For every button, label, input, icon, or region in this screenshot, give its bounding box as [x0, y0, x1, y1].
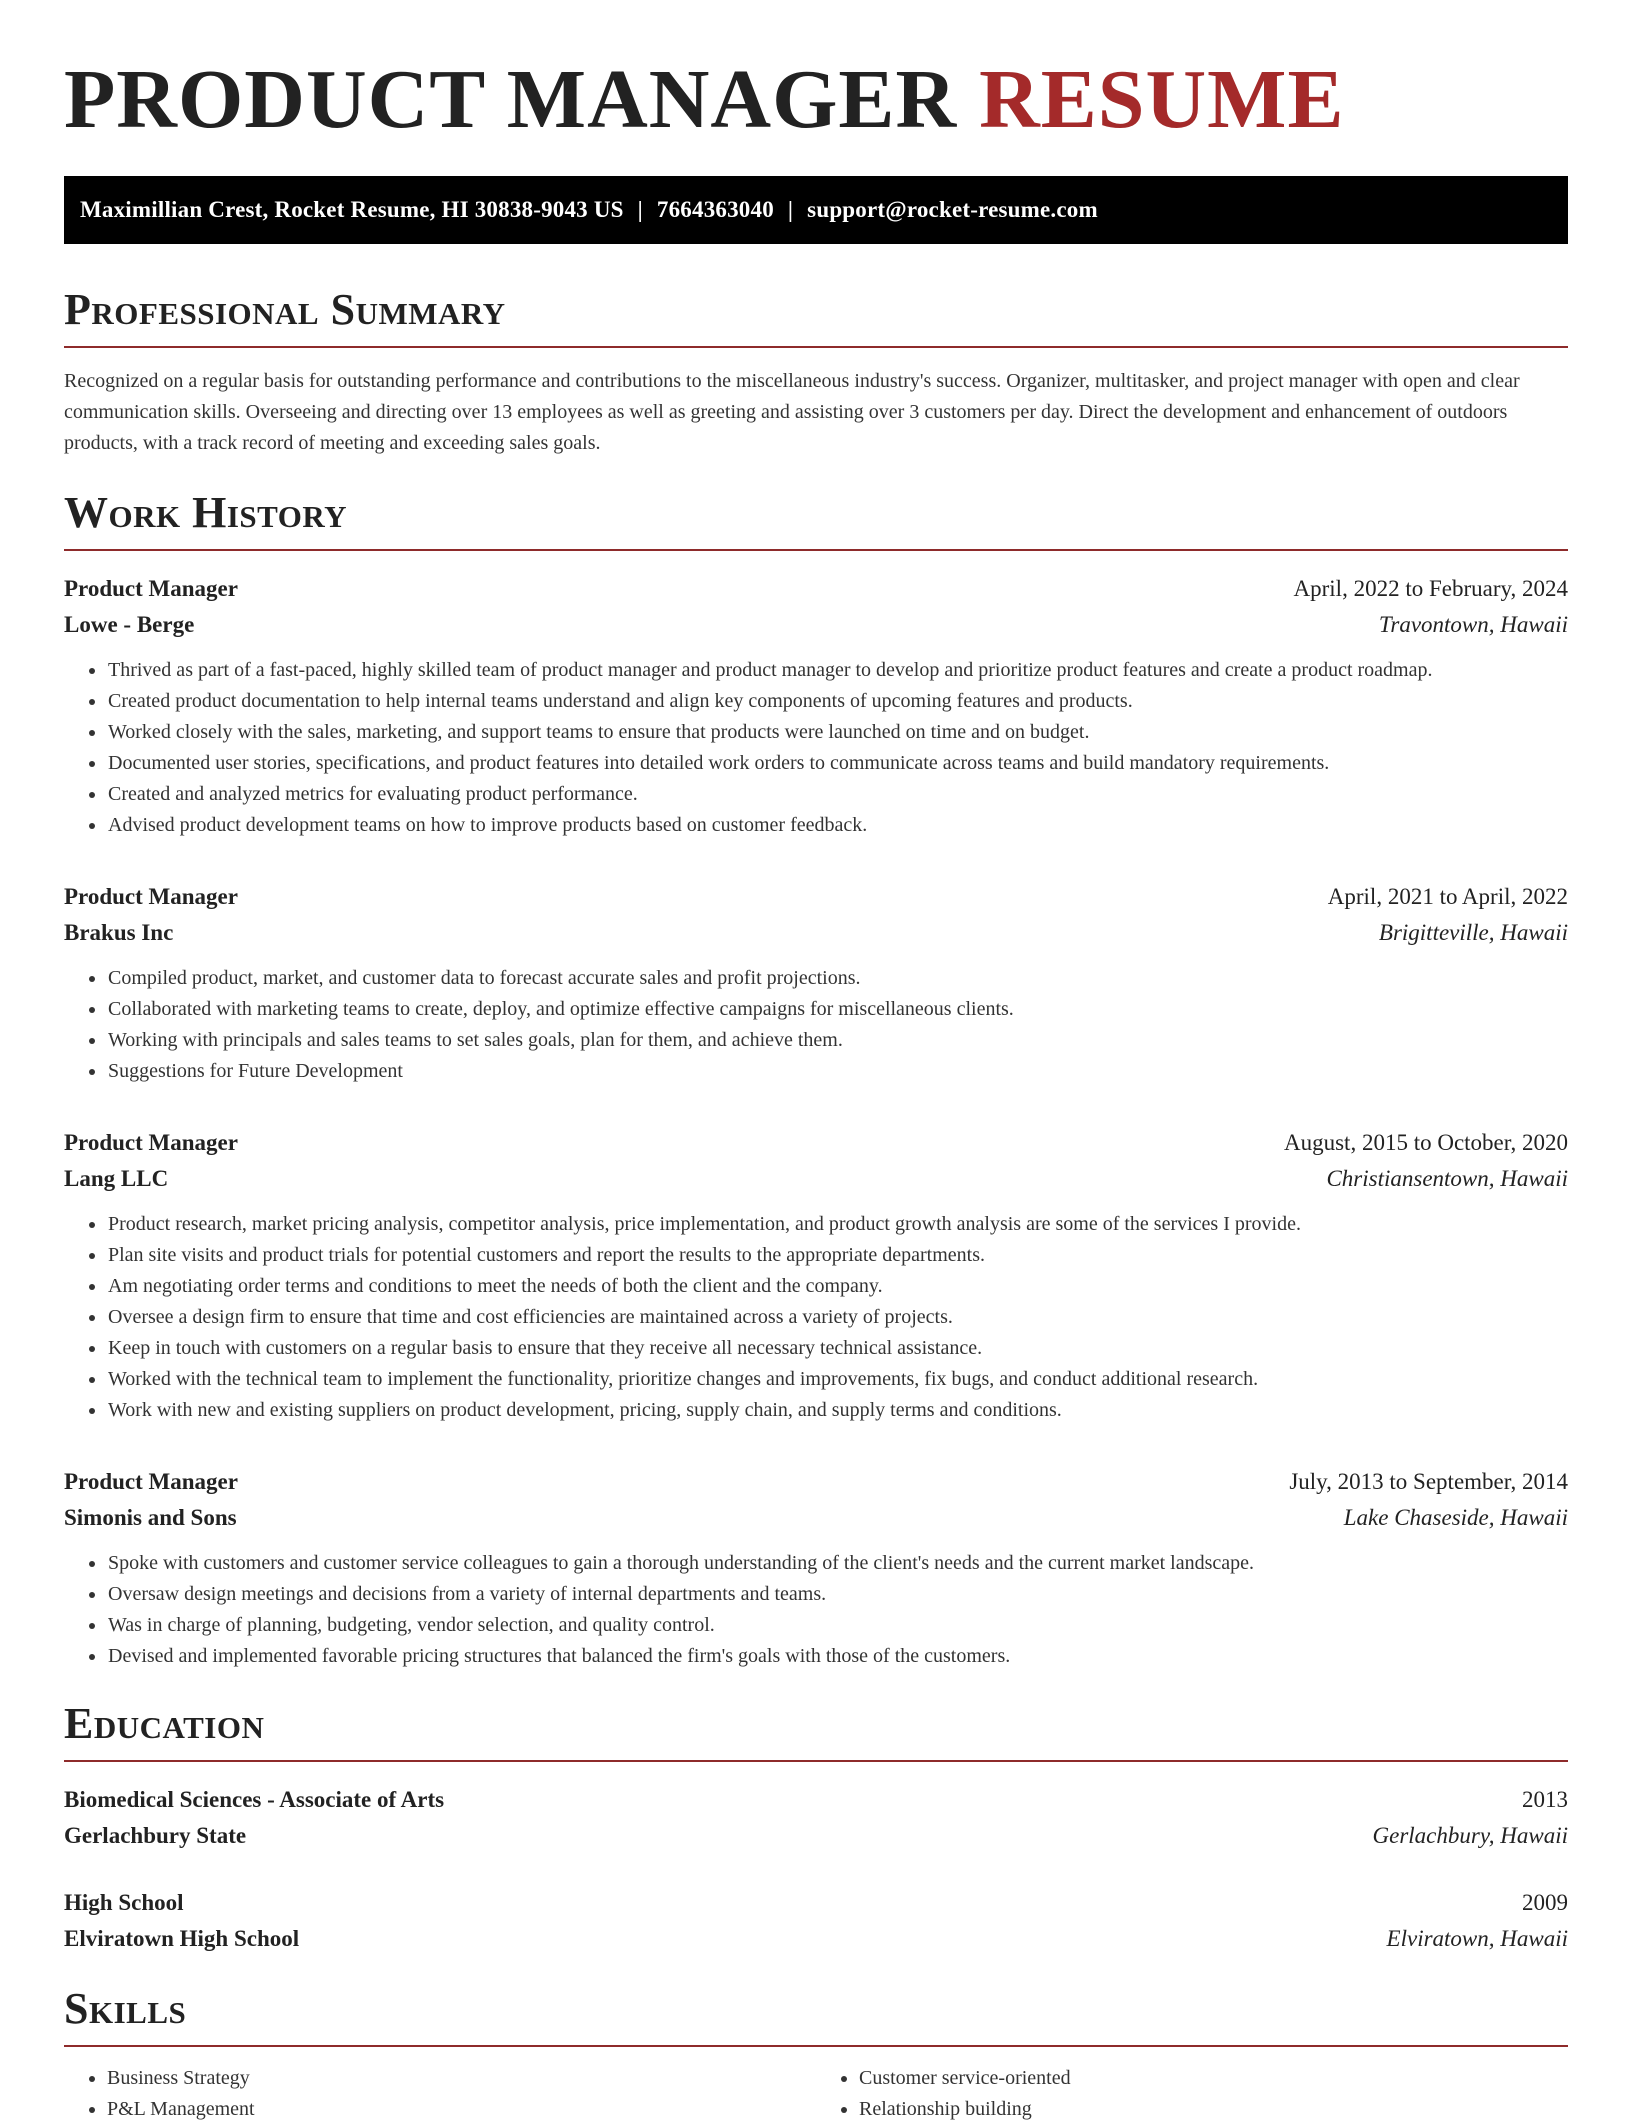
education-degree: Biomedical Sciences - Associate of Arts	[64, 1787, 445, 1812]
education-section	[64, 1699, 1568, 1957]
education-degree: High School	[64, 1890, 184, 1915]
section-heading: Work History	[64, 491, 1568, 551]
job-entry	[64, 879, 1568, 1087]
title-main: PRODUCT MANAGER	[64, 53, 958, 146]
list-item: • Worked with the technical team to implement the functionality, prioritize changes and improvements, fix bugs, and conduct additional research.	[107, 1364, 1568, 1395]
list-item: • Documented user stories, specifications, and product features into detailed work orders to communicate across teams and build mandatory requirements.	[107, 748, 1568, 779]
list-item: • Am negotiating order terms and conditions to meet the needs of both the client and the company.	[107, 1271, 1568, 1302]
contact-separator: |	[637, 197, 643, 222]
list-item: • Suggestions for Future Development	[107, 1056, 1568, 1087]
list-item: • Oversee a design firm to ensure that time and cost efficiencies are maintained across a variety of projects.	[107, 1302, 1568, 1333]
job-role: Product Manager	[64, 884, 238, 909]
job-company: Lang LLC	[64, 1166, 169, 1191]
list-item: • Plan site visits and product trials for potential customers and report the results to the appropriate departments.	[107, 1240, 1568, 1271]
skill-item: • P&L Management	[107, 2094, 816, 2125]
job-role: Product Manager	[64, 576, 238, 601]
list-item: • Product research, market pricing analysis, competitor analysis, price implementation, and product growth analysis are some of the services I provide.	[107, 1209, 1568, 1240]
education-school: Elviratown High School	[64, 1926, 300, 1951]
contact-email[interactable]: support@rocket-resume.com	[807, 197, 1098, 222]
list-item: • Collaborated with marketing teams to create, deploy, and optimize effective campaigns for miscellaneous clients.	[107, 994, 1568, 1025]
job-dates: April, 2022 to February, 2024	[1293, 576, 1568, 601]
list-item: • Was in charge of planning, budgeting, vendor selection, and quality control.	[107, 1610, 1568, 1641]
job-bullets	[64, 1209, 1568, 1426]
job-location: Christiansentown, Hawaii	[1326, 1166, 1568, 1191]
job-location: Brigitteville, Hawaii	[1378, 920, 1568, 945]
list-item: • Compiled product, market, and customer data to forecast accurate sales and profit projections.	[107, 963, 1568, 994]
education-location: Gerlachbury, Hawaii	[1372, 1823, 1568, 1848]
job-dates: April, 2021 to April, 2022	[1327, 884, 1568, 909]
contact-address: Maximillian Crest, Rocket Resume, HI 30838-9043 US	[80, 197, 624, 222]
section-heading: Education	[64, 1702, 1568, 1762]
list-item: • Work with new and existing suppliers on product development, pricing, supply chain, and supply terms and conditions.	[107, 1395, 1568, 1426]
skills-grid	[64, 2063, 1568, 2125]
contact-phone: 7664363040	[656, 197, 774, 222]
job-company: Lowe - Berge	[64, 612, 195, 637]
job-dates: August, 2015 to October, 2020	[1284, 1130, 1568, 1155]
job-dates: July, 2013 to September, 2014	[1289, 1469, 1568, 1494]
list-item: • Worked closely with the sales, marketing, and support teams to ensure that products were launched on time and on budget.	[107, 717, 1568, 748]
list-item: • Oversaw design meetings and decisions from a variety of internal departments and teams.	[107, 1579, 1568, 1610]
list-item: • Working with principals and sales teams to set sales goals, plan for them, and achieve them.	[107, 1025, 1568, 1056]
list-item: • Thrived as part of a fast-paced, highly skilled team of product manager and product manager to develop and prioritize product features and create a product roadmap.	[107, 655, 1568, 686]
job-location: Travontown, Hawaii	[1378, 612, 1568, 637]
skills-section	[64, 1984, 1568, 2125]
list-item: • Spoke with customers and customer service colleagues to gain a thorough understanding of the client's needs and the current market landscape.	[107, 1548, 1568, 1579]
list-item: • Advised product development teams on how to improve products based on customer feedback.	[107, 810, 1568, 841]
job-role: Product Manager	[64, 1469, 238, 1494]
summary-section	[64, 285, 1568, 459]
education-entry	[64, 1782, 1568, 1854]
skill-item: • Customer service-oriented	[859, 2063, 1568, 2094]
summary-text: Recognized on a regular basis for outstanding performance and contributions to the miscellaneous industry's success. Organizer, multitasker, and project manager with open and clear communication skills. Overseeing and directing over 13 employees as well as greeting and assisting over 3 customers per day. Direct the development and enhancement of outdoors products, with a track record of meeting and exceeding sales goals.	[64, 370, 1520, 454]
list-item: • Created product documentation to help internal teams understand and align key components of upcoming features and products.	[107, 686, 1568, 717]
job-location: Lake Chaseside, Hawaii	[1343, 1505, 1568, 1530]
education-school: Gerlachbury State	[64, 1823, 247, 1848]
resume-title	[64, 0, 1568, 146]
contact-separator: |	[787, 197, 794, 222]
job-entry	[64, 571, 1568, 841]
skills-list-right	[816, 2063, 1568, 2125]
education-year: 2013	[1522, 1787, 1568, 1812]
education-entry	[64, 1885, 1568, 1957]
list-item: • Keep in touch with customers on a regular basis to ensure that they receive all necessary technical assistance.	[107, 1333, 1568, 1364]
job-entry	[64, 1464, 1568, 1672]
skill-item: • Relationship building	[859, 2094, 1568, 2125]
contact-bar	[64, 176, 1568, 244]
title-accent: RESUME	[979, 53, 1345, 146]
job-company: Brakus Inc	[64, 920, 174, 945]
job-entry	[64, 1125, 1568, 1426]
skill-item: • Business Strategy	[107, 2063, 816, 2094]
education-year: 2009	[1522, 1890, 1568, 1915]
education-location: Elviratown, Hawaii	[1386, 1926, 1568, 1951]
section-heading: Skills	[64, 1987, 1568, 2047]
work-history-section	[64, 488, 1568, 1672]
job-bullets	[64, 1548, 1568, 1672]
section-heading: Professional Summary	[64, 288, 1568, 348]
job-company: Simonis and Sons	[64, 1505, 237, 1530]
list-item: • Created and analyzed metrics for evaluating product performance.	[107, 779, 1568, 810]
job-bullets	[64, 963, 1568, 1087]
job-role: Product Manager	[64, 1130, 238, 1155]
skills-list-left	[64, 2063, 816, 2125]
list-item: • Devised and implemented favorable pricing structures that balanced the firm's goals with those of the customers.	[107, 1641, 1568, 1672]
job-bullets	[64, 655, 1568, 841]
